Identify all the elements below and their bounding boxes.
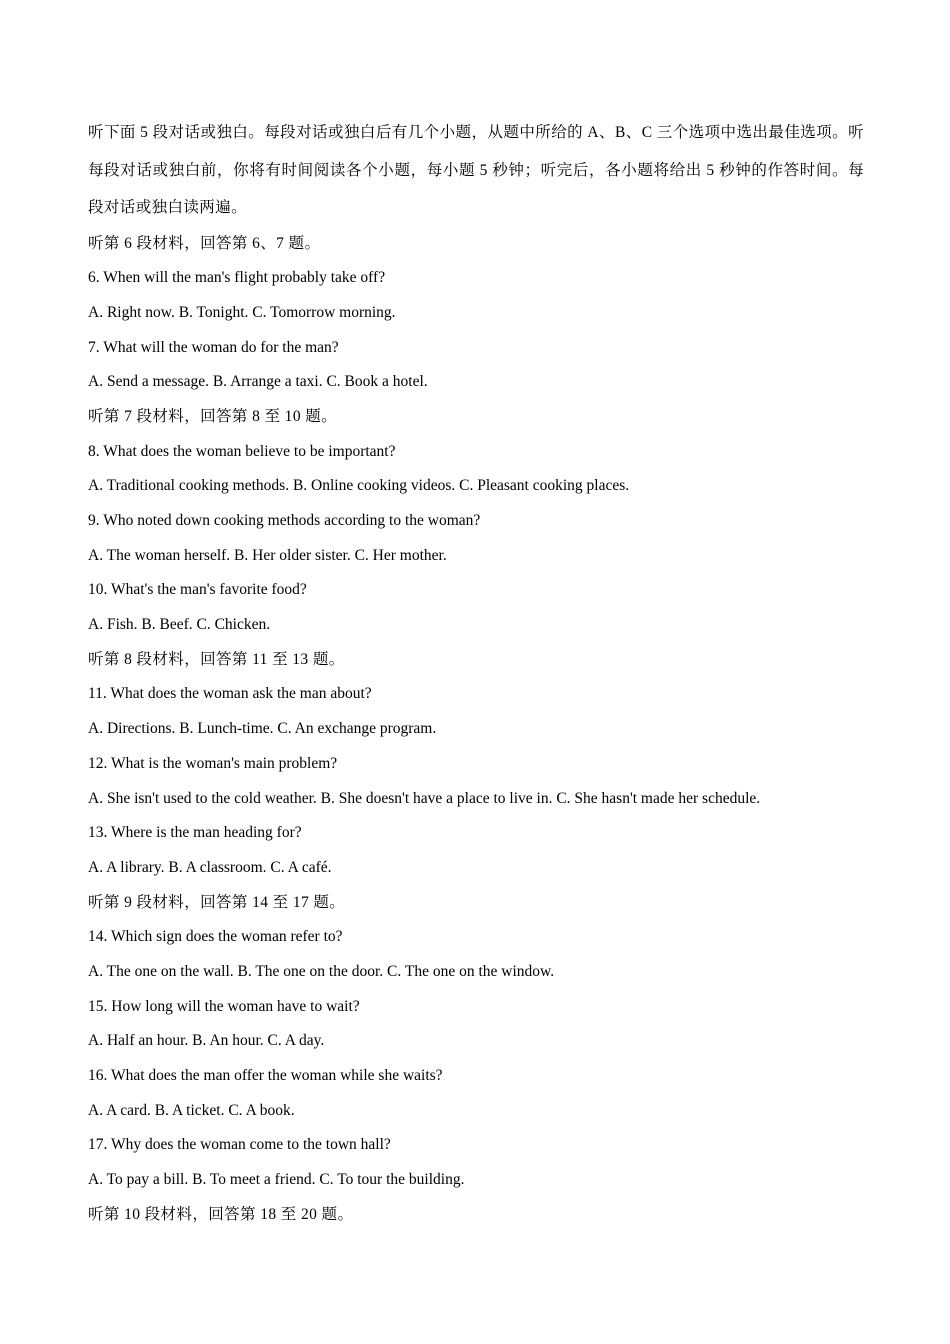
section-heading: 听第 7 段材料，回答第 8 至 10 题。 (88, 407, 338, 425)
question-stem: 17. Why does the woman come to the town hall? (88, 1136, 391, 1154)
answer-options: A. Directions. B. Lunch-time. C. An exchange program. (88, 720, 437, 738)
section-heading: 听第 8 段材料，回答第 11 至 13 题。 (88, 650, 345, 668)
question-stem: 12. What is the woman's main problem? (88, 754, 338, 772)
question-stem: 9. Who noted down cooking methods according to the woman? (88, 512, 481, 529)
question-list (88, 227, 864, 1233)
answer-options: A. A library. B. A classroom. C. A café. (88, 858, 332, 876)
question-stem: 8. What does the woman believe to be important? (88, 442, 396, 460)
answer-options: A. Right now. B. Tonight. C. Tomorrow morning. (88, 303, 396, 321)
question-stem: 13. Where is the man heading for? (88, 824, 302, 842)
answer-options: A. To pay a bill. B. To meet a friend. C. To tour the building. (88, 1171, 465, 1189)
answer-options: A. She isn't used to the cold weather. B. She doesn't have a place to live in. C. She hasn't made her schedule. (88, 789, 761, 807)
answer-options: A. Half an hour. B. An hour. C. A day. (88, 1032, 325, 1050)
question-stem: 6. When will the man's flight probably take off? (88, 269, 386, 287)
answer-options: A. Fish. B. Beef. C. Chicken. (88, 616, 271, 634)
document-page (88, 114, 864, 1232)
question-stem: 16. What does the man offer the woman while she waits? (88, 1067, 443, 1084)
question-stem: 10. What's the man's favorite food? (88, 581, 307, 599)
question-stem: 11. What does the woman ask the man about? (88, 685, 372, 703)
answer-options: A. Send a message. B. Arrange a taxi. C. Book a hotel. (88, 373, 428, 391)
question-stem: 14. Which sign does the woman refer to? (88, 928, 343, 946)
section-instructions: 听下面 5 段对话或独白。每段对话或独白后有几个小题，从题中所给的 A、B、C 三个选项中选出最佳选项。听每段对话或独白前，你将有时间阅读各个小题，每小题 5 秒钟；听完后，各小题将给出 5 秒钟的作答时间。每段对话或独白读两遍。 (88, 124, 864, 216)
answer-options: A. The woman herself. B. Her older sister. C. Her mother. (88, 546, 447, 564)
question-stem: 15. How long will the woman have to wait? (88, 997, 360, 1015)
section-heading: 听第 10 段材料，回答第 18 至 20 题。 (88, 1205, 354, 1223)
section-heading: 听第 6 段材料，回答第 6、7 题。 (88, 234, 321, 252)
answer-options: A. The one on the wall. B. The one on the door. C. The one on the window. (88, 962, 555, 980)
answer-options: A. Traditional cooking methods. B. Online cooking videos. C. Pleasant cooking places. (88, 477, 630, 495)
section-heading: 听第 9 段材料，回答第 14 至 17 题。 (88, 893, 346, 911)
answer-options: A. A card. B. A ticket. C. A book. (88, 1101, 295, 1119)
question-stem: 7. What will the woman do for the man? (88, 338, 339, 356)
